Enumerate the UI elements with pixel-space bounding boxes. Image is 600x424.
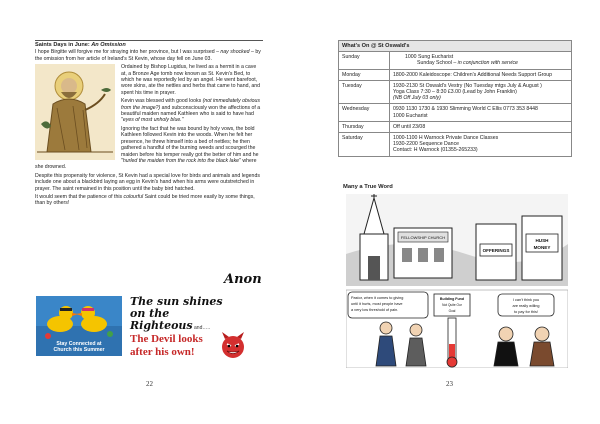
detail-line: 1000 Eucharist (393, 112, 428, 119)
detail-cell (390, 52, 571, 68)
kevin-quote: "eyes of most unholy blue." (121, 117, 184, 124)
ignoring-text-2: where she drowned. (35, 157, 257, 171)
detail-cell (390, 133, 571, 156)
page-number-right: 23 (446, 380, 453, 388)
day-cell: Tuesday (339, 81, 390, 104)
ordained-paragraph: Ordained by Bishop Lugidus, he lived as a hermit in a cave at, a Bronze Age tomb now known as St. Kevin's Bed, to which he was reportedly led by an angel. He went barefoot, wore skins, ate the nettles and herbs that came to hand, and spent his time in prayer. (121, 64, 260, 96)
detail-line: Yoga Class 7:30 – 8:30 £3.00 (Lead by John Franklin) (393, 89, 517, 96)
ducks-caption-line-2: Church this Summer (53, 347, 105, 353)
thermo-line-3: Goal (448, 309, 456, 313)
devil-line-2: after his own! (130, 346, 195, 358)
bubble-right-line-2: are really willing (512, 304, 540, 308)
bubble-left-line-3: a very low threshold of pain. (351, 308, 399, 312)
detail-line: Contact: H Warnock (01355-265233) (393, 147, 478, 154)
whats-on-table (338, 40, 572, 157)
intro-paragraph (35, 49, 263, 62)
table-row (339, 122, 571, 133)
detail-line: 1930-2130 St Oswald's Vestry (No Tuesday mtgs July & August ) (393, 82, 542, 89)
seem-paragraph (35, 194, 263, 207)
seem-text-1: It would seem that the patience of this (35, 193, 124, 200)
table-row (339, 70, 571, 81)
detail-line: 1800-2000 Kaleidoscope: Children's Additional Needs Support Group (393, 71, 553, 78)
ignoring-quote: "hurled the maiden from the rock into the black lake" (121, 157, 241, 164)
detail-line: 1930-2200 Sequence Dance (393, 141, 460, 148)
intro-text-2: – by the omission from her article of Ireland's St Kevin, whose day fell on June 03. (35, 49, 261, 62)
rubber-ducks-image (36, 296, 122, 356)
detail-line-note: (NB Off July 03 only) (393, 95, 441, 102)
devil-emoji-icon (218, 330, 248, 360)
kevin-emphasis: (not immediately obvious from the image?) (121, 98, 260, 111)
day-cell: Saturday (339, 133, 390, 156)
thermo-line-1: Building Fund (439, 297, 465, 301)
day-cell: Wednesday (339, 104, 390, 120)
whats-on-title: What's On @ St Oswald's (339, 41, 571, 52)
righteous-line-2: Righteous (130, 319, 193, 332)
detail-cell (390, 122, 571, 132)
bubble-left-line-2: until it hurts, most people have (351, 302, 403, 306)
detail-line: 1000-1100 H Warnock Private Dance Classes (393, 135, 499, 142)
seem-text-2: Saint could be tried more easily by some things, than by others! (35, 193, 255, 207)
page-number-left: 22 (146, 380, 153, 388)
table-row (339, 104, 571, 121)
bubble-right-line-3: to pay for this! (514, 310, 538, 314)
detail-line: Off until 23/08 (393, 123, 426, 130)
title-prefix: Saints Days in June: (35, 42, 92, 48)
day-cell: Sunday (339, 52, 390, 68)
sunday-school-emphasis: in conjunction with service (457, 60, 518, 67)
devil-text (130, 333, 230, 359)
sunday-school-prefix: Sunday School – (417, 60, 458, 67)
cartoon-illustration (346, 194, 568, 368)
sun-shines-text (130, 296, 226, 334)
seem-emphasis: colourful (123, 193, 144, 200)
righteous-line-1: The sun shines on the (130, 295, 223, 320)
hush-sign-line-1: HUSH (535, 238, 549, 243)
cartoon-title: Many a True Word (343, 184, 393, 190)
devil-line-1: The Devil looks (130, 333, 203, 345)
saint-figure-image (35, 64, 115, 160)
bubble-left-line-1: Pastor, when it comes to giving (351, 296, 404, 300)
detail-cell (390, 70, 571, 80)
table-row (339, 81, 571, 105)
intro-text-1: I hope Birgitte will forgive me for straying into her province, but I was surprised – (35, 49, 221, 56)
st-kevin-illustration (35, 64, 115, 160)
offerings-sign: OFFERINGS (482, 248, 510, 253)
title-emphasis: An Omission (91, 42, 126, 48)
and-text: and….. (192, 325, 211, 331)
intro-emphasis: nay shocked (220, 49, 250, 56)
kevin-text-1: Kevin was blessed with good looks (121, 98, 203, 105)
ducks-caption (36, 341, 122, 353)
detail-cell (390, 81, 571, 104)
ducks-caption-line-1: Stay Connected at (56, 341, 102, 347)
despite-paragraph: Despite this propensity for violence, St Kevin had a special love for birds and animals and legends include one about a blackbird laying an egg in Kevin's hand when his arms were outstretched in prayer. The saint remained in this position until the baby bird hatched. (35, 172, 260, 192)
kevin-text-2: and subconsciously won the affections of a beautiful maiden named Kathleen who is said to have had (121, 104, 261, 118)
article-title (35, 42, 263, 48)
day-cell: Thursday (339, 122, 390, 132)
table-row (339, 133, 571, 156)
day-cell: Monday (339, 70, 390, 80)
signature-anon: Anon (224, 272, 262, 287)
ignoring-text-1: Ignoring the fact that he was bound by holy vows, the bold Kathleen followed Kevin into the woods. When he felt her presence, he threw himself into a bed of nettles; he then gathered a handful of the burning weeds and scourged the maiden before his temper really got the better of him and he (121, 125, 259, 158)
hush-sign-line-2: MONEY (533, 245, 551, 250)
thermo-line-2: Not Quite Our (442, 303, 462, 307)
detail-line: 1000 Sung Eucharist (405, 54, 454, 61)
detail-cell (390, 104, 571, 120)
detail-line: 0930 1130 1730 & 1930 Slimming World C Ellis 0773 353 8448 (393, 106, 538, 113)
church-cartoon (346, 194, 568, 368)
detail-line (393, 60, 568, 66)
table-row (339, 52, 571, 69)
bubble-right-line-1: I can't think you (512, 298, 540, 302)
church-sign-text: FELLOWSHIP CHURCH (400, 235, 446, 240)
saints-days-article (35, 40, 263, 209)
